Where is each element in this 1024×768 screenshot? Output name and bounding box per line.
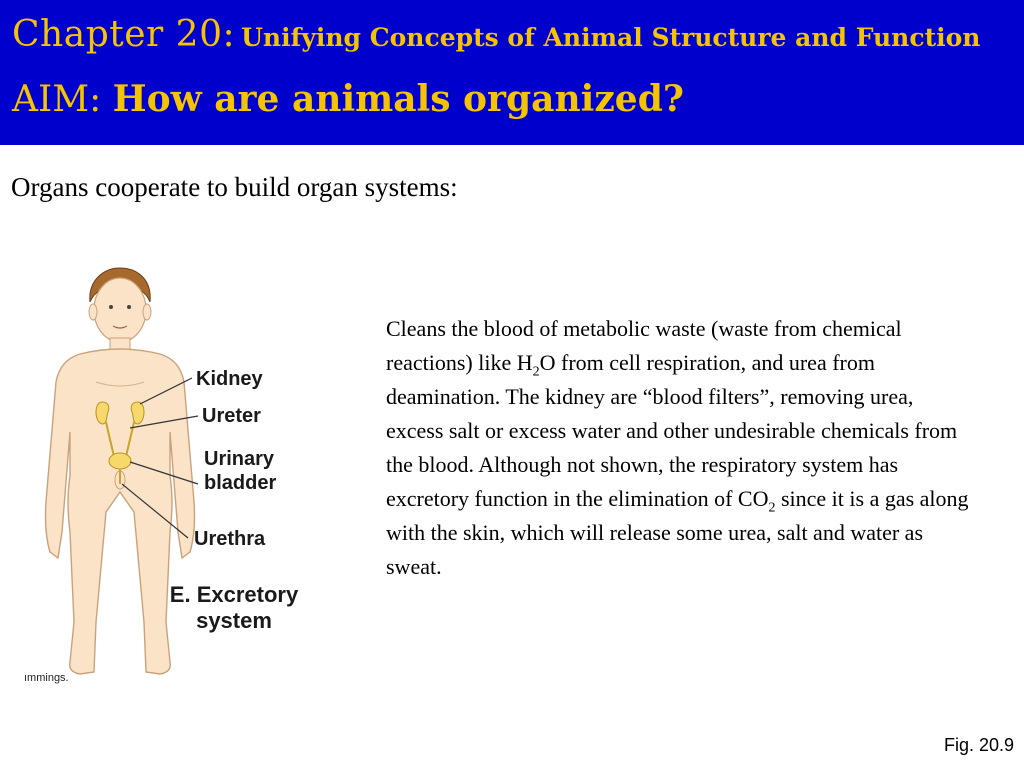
aim-heading [12,78,684,120]
chapter-number: Chapter 20: [12,14,236,55]
figure-reference: Fig. 20.9 [943,735,1014,755]
description-part-2: O from cell respiration, and urea from deamination. The kidney are “blood filters”, removing urea, excess salt or excess water and other undesirable chemicals from the blood. Although not shown, the respiratory system has excretory function in the elimination of CO [386,350,958,511]
figure-caption [154,582,314,634]
description-part-3: since it is a gas along with the skin, which will release some urea, salt and water as sweat. [386,486,969,579]
bladder [109,453,131,469]
aim-question: How are animals organized? [112,78,684,120]
urinary-bladder-label-line1: Urinary [204,448,275,470]
ureter-label: Ureter [202,405,261,427]
title-banner [0,0,1024,145]
excretory-description [386,312,976,584]
excretory-system-figure [20,262,350,692]
intro-text: Organs cooperate to build organ systems: [11,172,458,202]
head-shape [94,278,146,342]
subscript-2-water: 2 [532,364,540,380]
description-part-1: Cleans the blood of metabolic waste (waste from chemical reactions) like H [386,316,902,375]
chapter-title: Unifying Concepts of Animal Structure and Function [241,23,981,52]
urethra-label: Urethra [194,528,266,550]
aim-label: AIM: [12,79,102,120]
caption-line-2: system [196,608,272,633]
urinary-bladder-label-line2: bladder [204,472,277,494]
chapter-heading [12,14,980,55]
kidney-label: Kidney [196,368,263,390]
caption-line-1: E. Excretory [169,582,299,607]
subscript-2-co2: 2 [768,500,776,516]
image-credit: ımmings. [24,672,69,684]
